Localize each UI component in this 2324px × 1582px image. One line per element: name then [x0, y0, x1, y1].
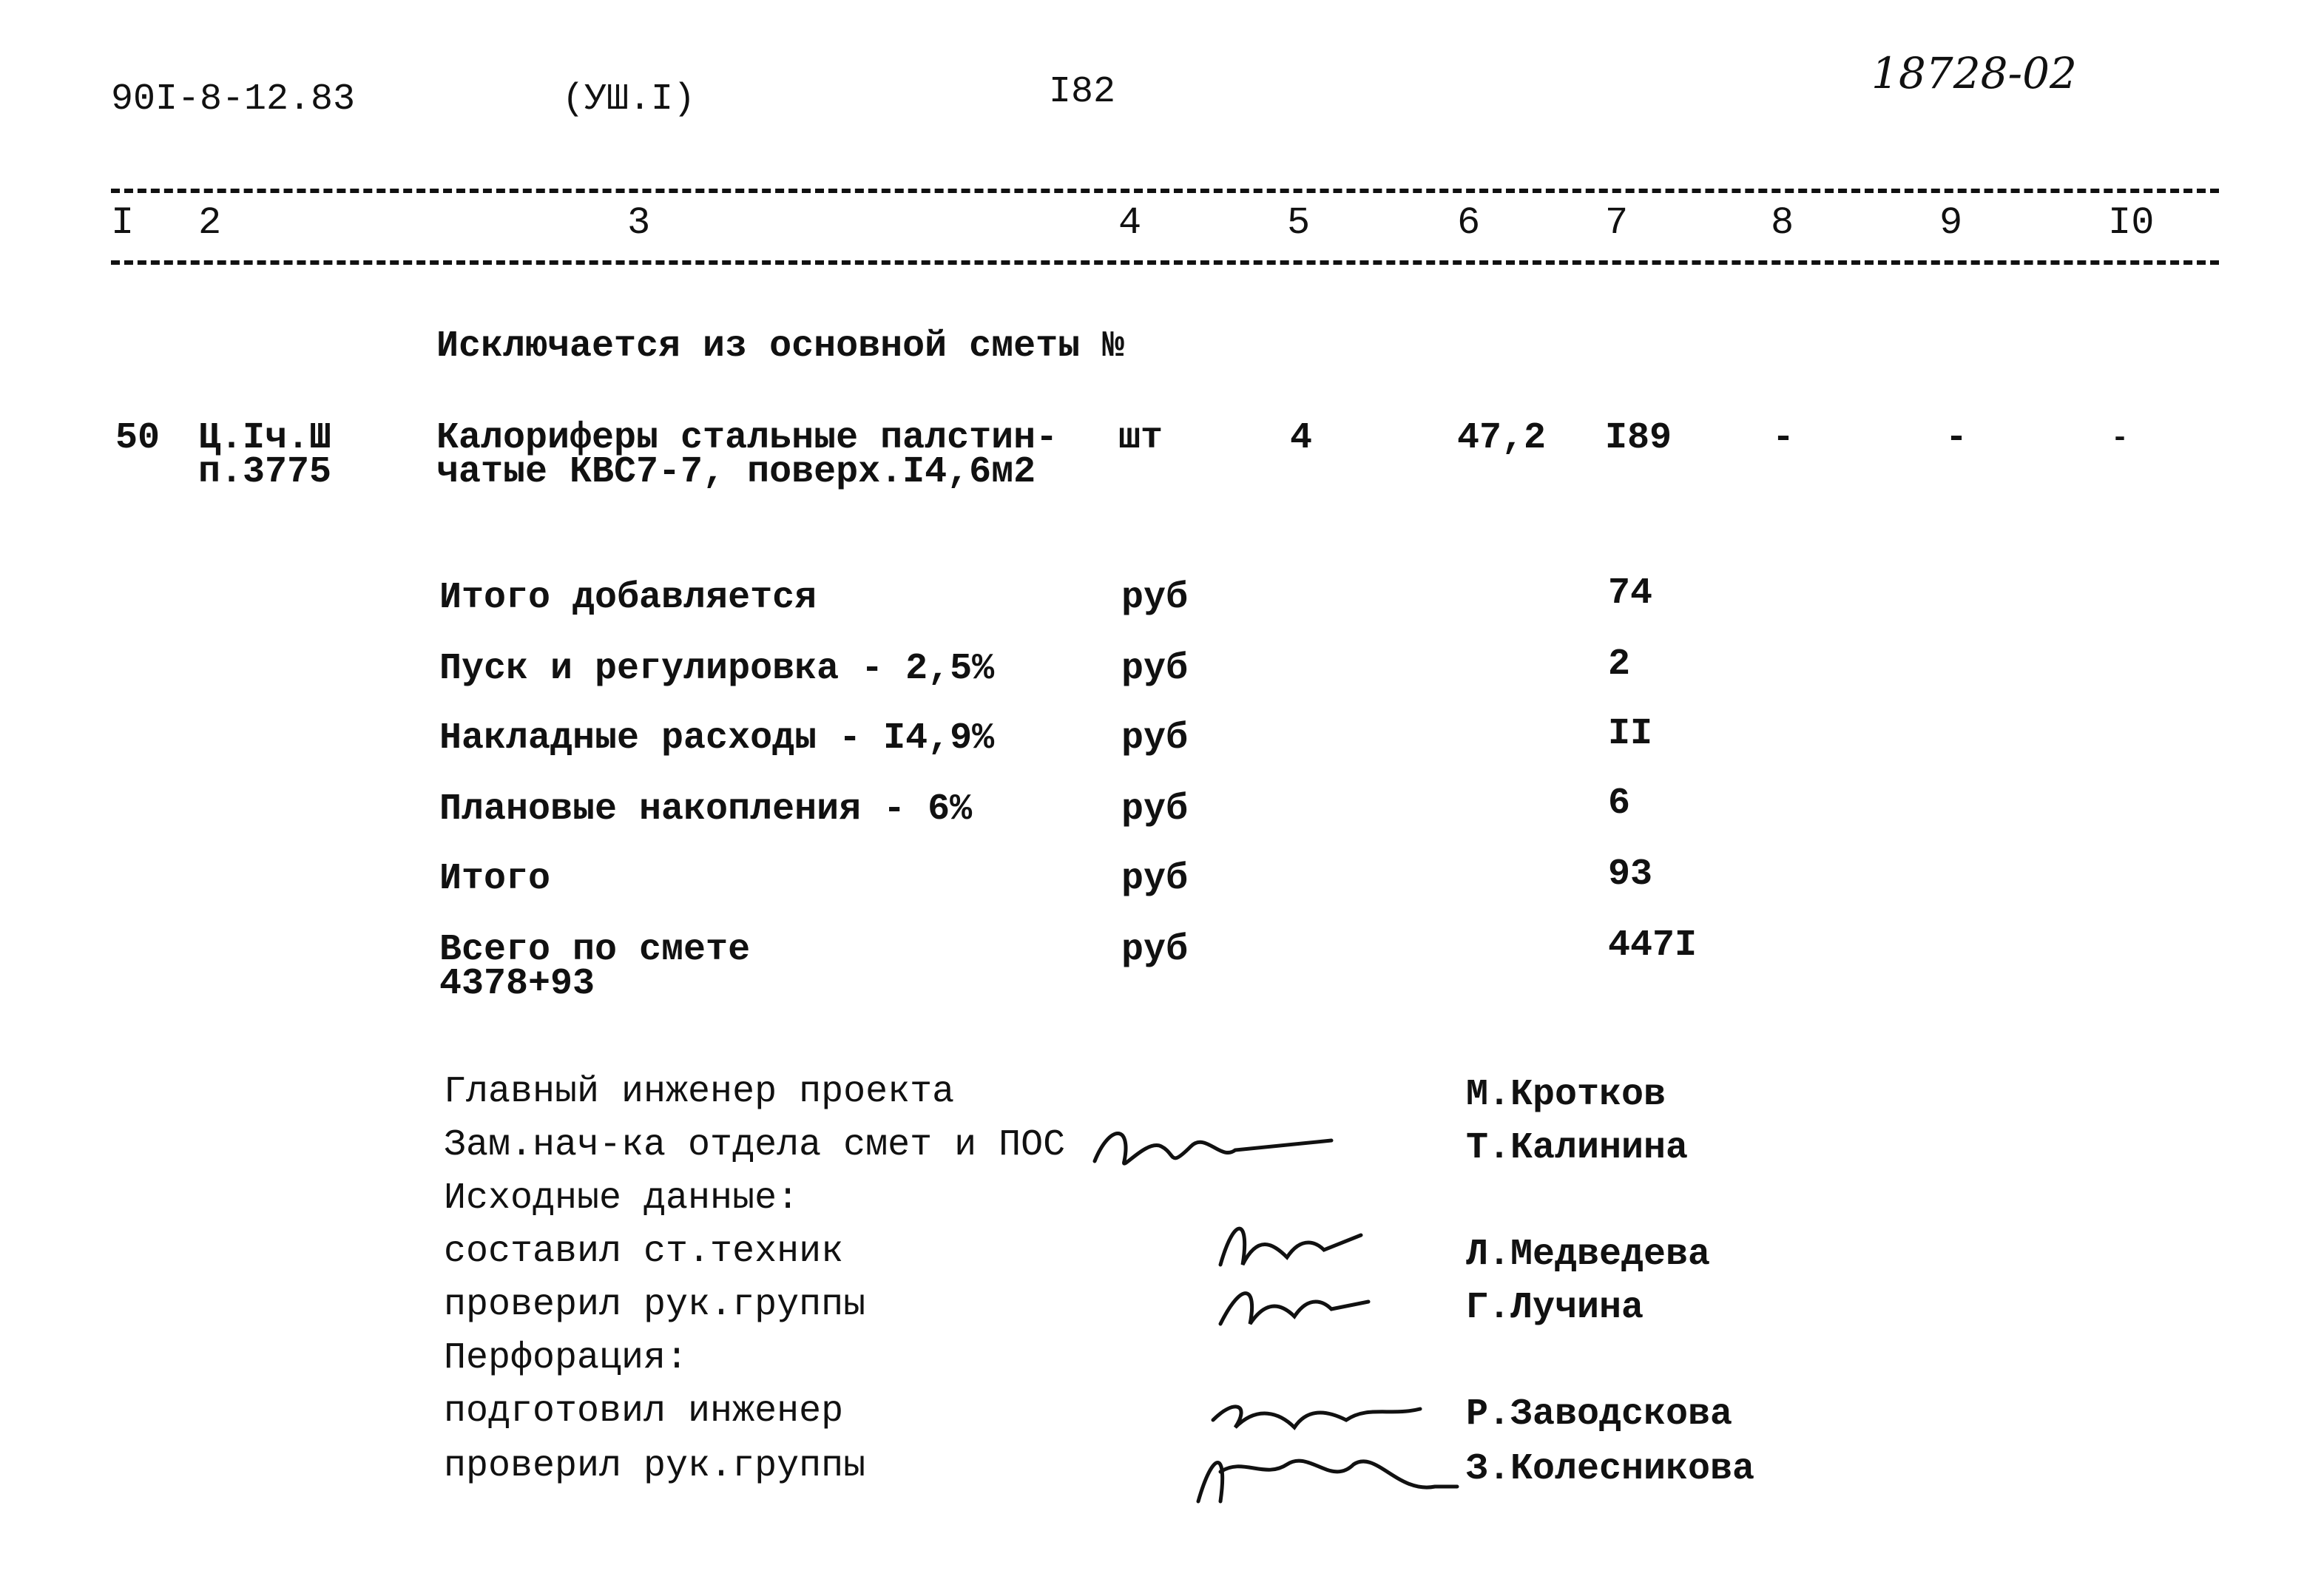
summary-unit: руб — [1121, 648, 1189, 690]
summary-label: Накладные расходы - I4,9% — [439, 717, 995, 760]
summary-label: Плановые накопления - 6% — [439, 788, 973, 831]
grand-total-value: 447I — [1608, 924, 1698, 967]
column-header-8: 8 — [1771, 201, 1794, 245]
summary-value: 93 — [1608, 853, 1653, 896]
item-ref: Ц.Iч.Ш — [198, 417, 332, 459]
summary-unit: руб — [1121, 788, 1189, 831]
handwritten-signature — [1087, 1109, 1354, 1183]
signature-role: подготовил инженер — [444, 1390, 844, 1433]
grand-total-unit: руб — [1121, 929, 1189, 971]
column-header-5: 5 — [1287, 201, 1311, 245]
table-header-rule — [111, 260, 2219, 265]
signatory-name: Л.Медведева — [1466, 1234, 1711, 1276]
summary-label: Итого — [439, 858, 551, 900]
handwritten-signature — [1183, 1376, 1465, 1524]
document-code: 90I-8-12.83 — [111, 78, 356, 121]
column-header-10: I0 — [2108, 201, 2155, 245]
signatory-name: М.Кротков — [1466, 1074, 1666, 1116]
item-number: 50 — [115, 417, 161, 459]
signatory-name: Р.Заводскова — [1466, 1393, 1733, 1436]
item-quantity: 4 — [1290, 417, 1313, 459]
item-ref-paragraph: п.3775 — [198, 451, 332, 493]
column-header-6: 6 — [1457, 201, 1481, 245]
signature-role: Перфорация: — [444, 1337, 689, 1379]
column-header-3: 3 — [627, 201, 651, 245]
summary-unit: руб — [1121, 577, 1189, 619]
summary-unit: руб — [1121, 717, 1189, 760]
summary-value: II — [1608, 713, 1653, 755]
summary-value: 6 — [1608, 782, 1631, 825]
grand-total-formula: 4378+93 — [439, 963, 595, 1005]
column-header-2: 2 — [198, 201, 222, 245]
stamp-number: 18728-02 — [1871, 48, 2077, 98]
signatory-name: Г.Лучина — [1466, 1287, 1644, 1329]
signature-role: проверил рук.группы — [444, 1284, 866, 1326]
signature-role: Главный инженер проекта — [444, 1071, 955, 1113]
section-title: Исключается из основной сметы № — [436, 325, 1125, 368]
column-header-7: 7 — [1605, 201, 1629, 245]
page-number: I82 — [1049, 71, 1116, 113]
summary-label: Пуск и регулировка - 2,5% — [439, 648, 995, 690]
signature-role: Исходные данные: — [444, 1177, 800, 1220]
handwritten-signature — [1206, 1206, 1383, 1339]
item-total: I89 — [1605, 417, 1672, 459]
signature-role: проверил рук.группы — [444, 1445, 866, 1487]
item-col9: - — [1945, 417, 1968, 459]
summary-label: Итого добавляется — [439, 577, 817, 619]
item-name: Калориферы стальные палстин- — [436, 417, 1058, 459]
summary-value: 2 — [1608, 643, 1631, 686]
column-header-9: 9 — [1939, 201, 1963, 245]
item-unit: шт — [1118, 417, 1163, 459]
summary-unit: руб — [1121, 858, 1189, 900]
section-label: (УШ.I) — [562, 78, 696, 121]
item-col10: - — [2111, 422, 2129, 456]
item-price: 47,2 — [1457, 417, 1547, 459]
signature-role: Зам.нач-ка отдела смет и ПОС — [444, 1124, 1066, 1166]
item-col8: - — [1772, 417, 1795, 459]
item-name-continued: чатые КВС7-7, поверх.I4,6м2 — [436, 451, 1036, 493]
table-top-rule — [111, 189, 2219, 193]
signatory-name: Т.Калинина — [1466, 1127, 1689, 1169]
column-header-1: I — [111, 201, 135, 245]
signatory-name: З.Колесникова — [1466, 1448, 1755, 1490]
signature-role: составил ст.техник — [444, 1231, 844, 1273]
summary-value: 74 — [1608, 572, 1653, 615]
grand-total-label: Всего по смете — [439, 929, 751, 971]
column-header-4: 4 — [1118, 201, 1142, 245]
